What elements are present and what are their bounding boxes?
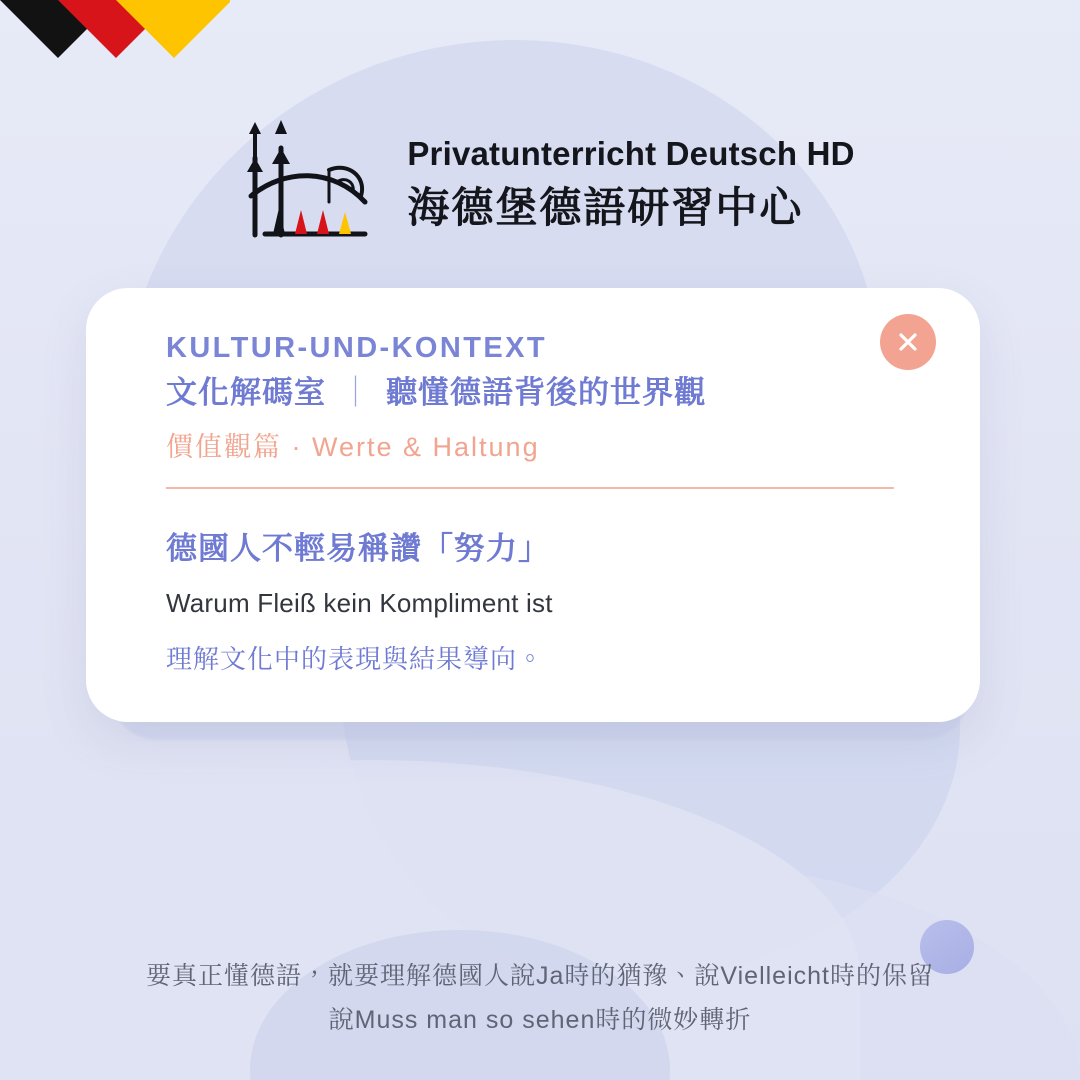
card-title-main: 文化解碼室 bbox=[166, 375, 326, 411]
heidelberg-castle-icon bbox=[225, 110, 385, 260]
divider bbox=[166, 487, 894, 489]
footer-line-1: 要真正懂德語，就要理解德國人說Ja時的猶豫、說Vielleicht時的保留 bbox=[145, 962, 934, 990]
footer-caption bbox=[0, 955, 1080, 1043]
close-icon bbox=[897, 331, 919, 353]
brand-logo-text bbox=[407, 135, 854, 235]
card-title bbox=[166, 372, 926, 414]
card-german-line: Warum Fleiß kein Kompliment ist bbox=[166, 588, 553, 619]
card-title-sub: 聽懂德語背後的世界觀 bbox=[386, 375, 706, 411]
card-eyebrow: KULTUR-UND-KONTEXT bbox=[166, 332, 547, 364]
card-chinese-line: 理解文化中的表現與結果導向。 bbox=[166, 644, 545, 675]
brand-name-de: Privatunterricht Deutsch HD bbox=[407, 135, 855, 172]
brand-name-zh: 海德堡德語研習中心 bbox=[407, 184, 804, 231]
brand-logo bbox=[0, 110, 1080, 260]
card-subtitle: 價值觀篇 · Werte & Haltung bbox=[166, 432, 540, 463]
card-lead-heading: 德國人不輕易稱讚「努力」 bbox=[166, 531, 550, 567]
footer-line-2: 說Muss man so sehen時的微妙轉折 bbox=[328, 1005, 752, 1034]
card-title-divider: ｜ bbox=[340, 375, 372, 411]
close-button[interactable] bbox=[880, 314, 936, 370]
content-card bbox=[86, 288, 980, 722]
